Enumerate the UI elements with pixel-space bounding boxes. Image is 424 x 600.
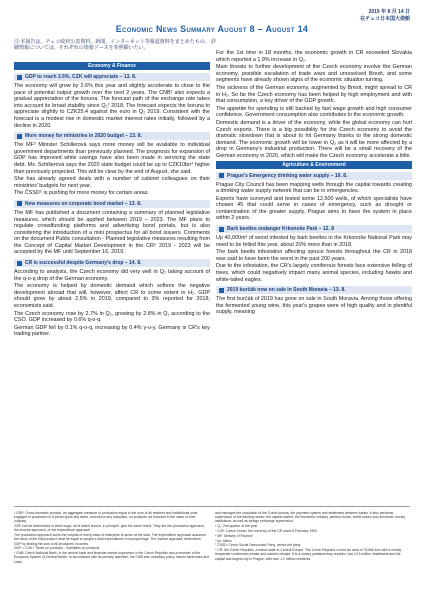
paragraph: Due to the infestation, the CR's largely coniferous forests face extensive felling of trees, which could negatively impact many animal species, including hawks and white-tailed eagles.: [216, 263, 412, 283]
paragraph: For the 1st time in 18 months, the economic growth in CR exceeded Slovakia which reported a 1.9% increase in Q₂.: [216, 50, 412, 63]
article-title-text: More money for ministries in 2020 budget – 13. 8.: [25, 133, 142, 140]
paragraph: German GDP fell by 0.1% q-o-q, increasing by 0.4% y-o-y. Germany is CR's key trading partner.: [14, 324, 210, 338]
paragraph: The MF has published a document containing a summary of planned legislative measures, which should be applied between 2019 – 2023. The MF plans to regulate crowdfunding platforms and advertising bond portals, but is also considering the introduction of a mini prospectus for all bond issuers. Comments on the document Public consultation - Planned legislative measures resulting from the Concept of Capital Market Development in the CR⁶ 2019 - 2023 will be accepted by the MF until September 16, 2019.: [14, 209, 210, 256]
paragraph: The bark beetle infestation affecting spruce forests throughout the CR in 2018 was said to have been the worst in the past 200 years.: [216, 249, 412, 262]
organization-line: 在チェコ日本国大使館: [360, 15, 410, 22]
article-title-gdp: [14, 73, 210, 81]
paragraph: Prague City Council has been mapping wells through the capital towards creating a drinking water supply network that can be in emergencies.: [216, 181, 412, 195]
footnote: ⁵ MF: Ministry of Finance: [215, 533, 253, 538]
paragraph: The sickness of the German economy, augmented by Brexit, might spread to CR in H₂. So far the Czech economy has been helped by high employment and with that consumption, a key driver of the GDP growth.: [216, 84, 412, 105]
footnotes-right: [215, 511, 410, 564]
paragraph: The economy will grow by 2.6% this year and slightly accelerate to close to the pace of potential output growth over the next 2 years. The CNB¹ also expects a gradual appreciation of the koruna. The forecast path of the exchange rate takes into account its broad stability since Q₂² 2018. The forecast expects the koruna to appreciate slightly to CZK25.4 against the euro in Q₂ 2019. Consistent with the forecast is a modest rise in domestic market interest rates initially, followed by a decline in 2020.: [14, 83, 210, 129]
footnote: ² CNB: Czech National Bank, is the central bank and financial market supervisor in the Czech Republic and a member of the European System of Central Banks. In accordance with its primary objective, the CNB sets monetary policy, issues banknotes and coins: [14, 551, 209, 564]
footnote: ⁴ CZK: Czech Crown, the currency of the CR since 8 February 1993: [215, 529, 317, 533]
paragraph: The first burčák of 2019 has gone on sale in South Moravia. Among those offering the fermented young wine, this year's grapes were of high quality and in plentiful supply, meaning: [216, 296, 412, 316]
article-title-burcak: [216, 286, 412, 294]
bullet-icon: [17, 134, 22, 139]
paragraph: According to analysts, the Czech economy did very well in Q₂ taking account of the q-o-q drop of the German economy.: [14, 269, 210, 282]
bullet-icon: [17, 201, 22, 206]
paragraph: The ČSSD⁵ is pushing for more money for certain areas.: [14, 190, 149, 197]
paragraph: Experts have surveyed and tested some 12,500 wells, of which specialists have chosen 45 that could serve in cases of emergency, such as drought or contamination of the greater supply. Prague aims to have the system in place within 2 years.: [216, 195, 412, 222]
footnote: ⁷ ČSSD: Czech Social Democratic Party, centre-left party: [215, 543, 301, 548]
paragraph: Main threats to further development of the Czech economy involve the German economy, possible escalation of trade wars and unresolved Brexit, and some segments have already shown signs of the economic situation turning.: [216, 64, 412, 84]
footnote: GDP = CVA + Taxes on products - Subsidies on products: [14, 546, 100, 551]
article-title-text: New measures on corporate bond market – 13. 8.: [25, 200, 142, 207]
article-title-budget: [14, 132, 210, 140]
article-title-water: [216, 172, 412, 180]
paragraph: The Czech economy rose by 2.7% in Q₂, growing by 2.8% in Q₁ according to the CSO. GDP increased by 0.6% q-o-q.: [14, 310, 210, 324]
right-column: [216, 50, 412, 317]
paragraph: The appetite for spending is still backed by fast wage growth and high consumer confidence. Government consumption also contributes to the economic growth.: [216, 105, 412, 119]
paragraph: The MF³ Minister Schillerová says more money will be available to individual government departments than previously planned. The prognosis for expansion of GDP has improved while savings have also been made in servicing the state debt. Ms. Schillerová says the 2020 state budget could be up to CZK10bn⁴ higher than previously projected. This will be clear by the end of August, she said.: [14, 142, 210, 175]
article-title-text: CR is successful despite Germany's drop – 14. 8.: [25, 260, 142, 267]
bullet-icon: [219, 227, 224, 232]
article-title-text: Bark beetles endanger Krkonoše Park – 12. 8: [227, 226, 334, 233]
footnote: The production approach sums the outputs of every class of enterprise to arrive at the total. The expenditure approach assumes the value of the total product must be equal to people's total expenditures in buying things. The income approach determines GDP by finding the sum of all producers' incomes.: [14, 533, 206, 546]
bullet-icon: [17, 75, 22, 80]
article-title-text: GDP to reach 2.6%, CZK will appreciate – 13. 8.: [25, 74, 137, 80]
article-title-beetles: [216, 225, 412, 233]
article-title-bonds: [14, 200, 210, 208]
section-header-agriculture: Agriculture & Environment: [216, 161, 412, 169]
date-line: 2019 年 8 月 14 日: [368, 9, 410, 15]
paragraph: She has already agreed deals with a number of cabinet colleagues on their ministries' budgets for next year.: [14, 176, 210, 189]
paragraph: Up 40,000m³ of wood infested by bark beetles in the Krkonoše National Park may need to be felled this year, about 20% more than in 2018.: [216, 235, 412, 248]
document-title: Economic News Summary August 8 – August 14: [115, 24, 309, 34]
article-title-germany: [14, 259, 210, 267]
footnote: and manages the circulation of the Czech koruna, the payment system and settlement between banks. It also performs supervision of the banking sector, the capital market, the insurance industry, pension funds, credit unions and electronic money institutions, as well as foreign exchange supervision.: [215, 511, 406, 524]
left-column: [14, 62, 210, 339]
footnote: ³ Q₂: 2nd quarter of the year: [215, 524, 258, 529]
footnote: GDP can be determined in three ways, all of which should, in principle, give the same result. They are the production approach, the income approach, or the expenditure approach.: [14, 524, 205, 533]
bullet-icon: [219, 173, 224, 178]
paragraph: Domestic demand is a driver of the economy, while the global economy can hurt Czech exports. There is a big possibility for the Czech economy to avoid the dramatic slowdown that is about to hit Germany thanks to the strong domestic demand. The economic growth will be lower in Q₃ as it will be more affected by a drop in Germany's industrial production. There will be a small recovery of the German economy in 2020, which will make the Czech economy accelerate a little.: [216, 119, 412, 159]
bullet-icon: [17, 261, 22, 266]
bullet-icon: [219, 288, 224, 293]
footnote: ¹ GDP: Gross domestic product, an aggregate measure of production equal to the sum of all resident and institutional units engaged in production in a period (plus any taxes, and minus any subsidies, on products not included in the value of their outputs).: [14, 511, 198, 524]
footnotes-left: [14, 511, 209, 564]
paragraph: The economy is helped by domestic demand which softens the negative development abroad that will, however, affect CR to some extent in H₂. GDP should grow by about 2.5% in 2019, compared to 3% reported for 2018, economists said.: [14, 283, 210, 310]
article-title-text: 2019 burčák now on sale in South Moravia – 13. 8.: [227, 287, 346, 294]
article-title-text: Prague's Emergency drinking water supply – 10. 8.: [227, 172, 348, 179]
footnote: ⁸ CR: the Czech Republic, a nation state in Central Europe. The Czech Republic covers an area of 78,866 km² with a mostly temperate continental climate and oceanic climate. It is a unitary parliamentary republic, has 10.5 million inhabitants and the capital and largest city is Prague, with over 1.2 million residents.: [215, 548, 402, 561]
section-header-economy: Economy & Finance: [14, 62, 210, 70]
footnotes: [14, 506, 410, 564]
footnote: ⁶ bn: billion: [215, 538, 232, 543]
disclaimer-note: 注:本報告は、チェコ政府公表資料、新聞、インターネット等報道資料をまとめたもの。 詳細情報については、それぞれの情報ソースを参照願いたい。: [14, 39, 216, 52]
document-header: [360, 9, 410, 22]
